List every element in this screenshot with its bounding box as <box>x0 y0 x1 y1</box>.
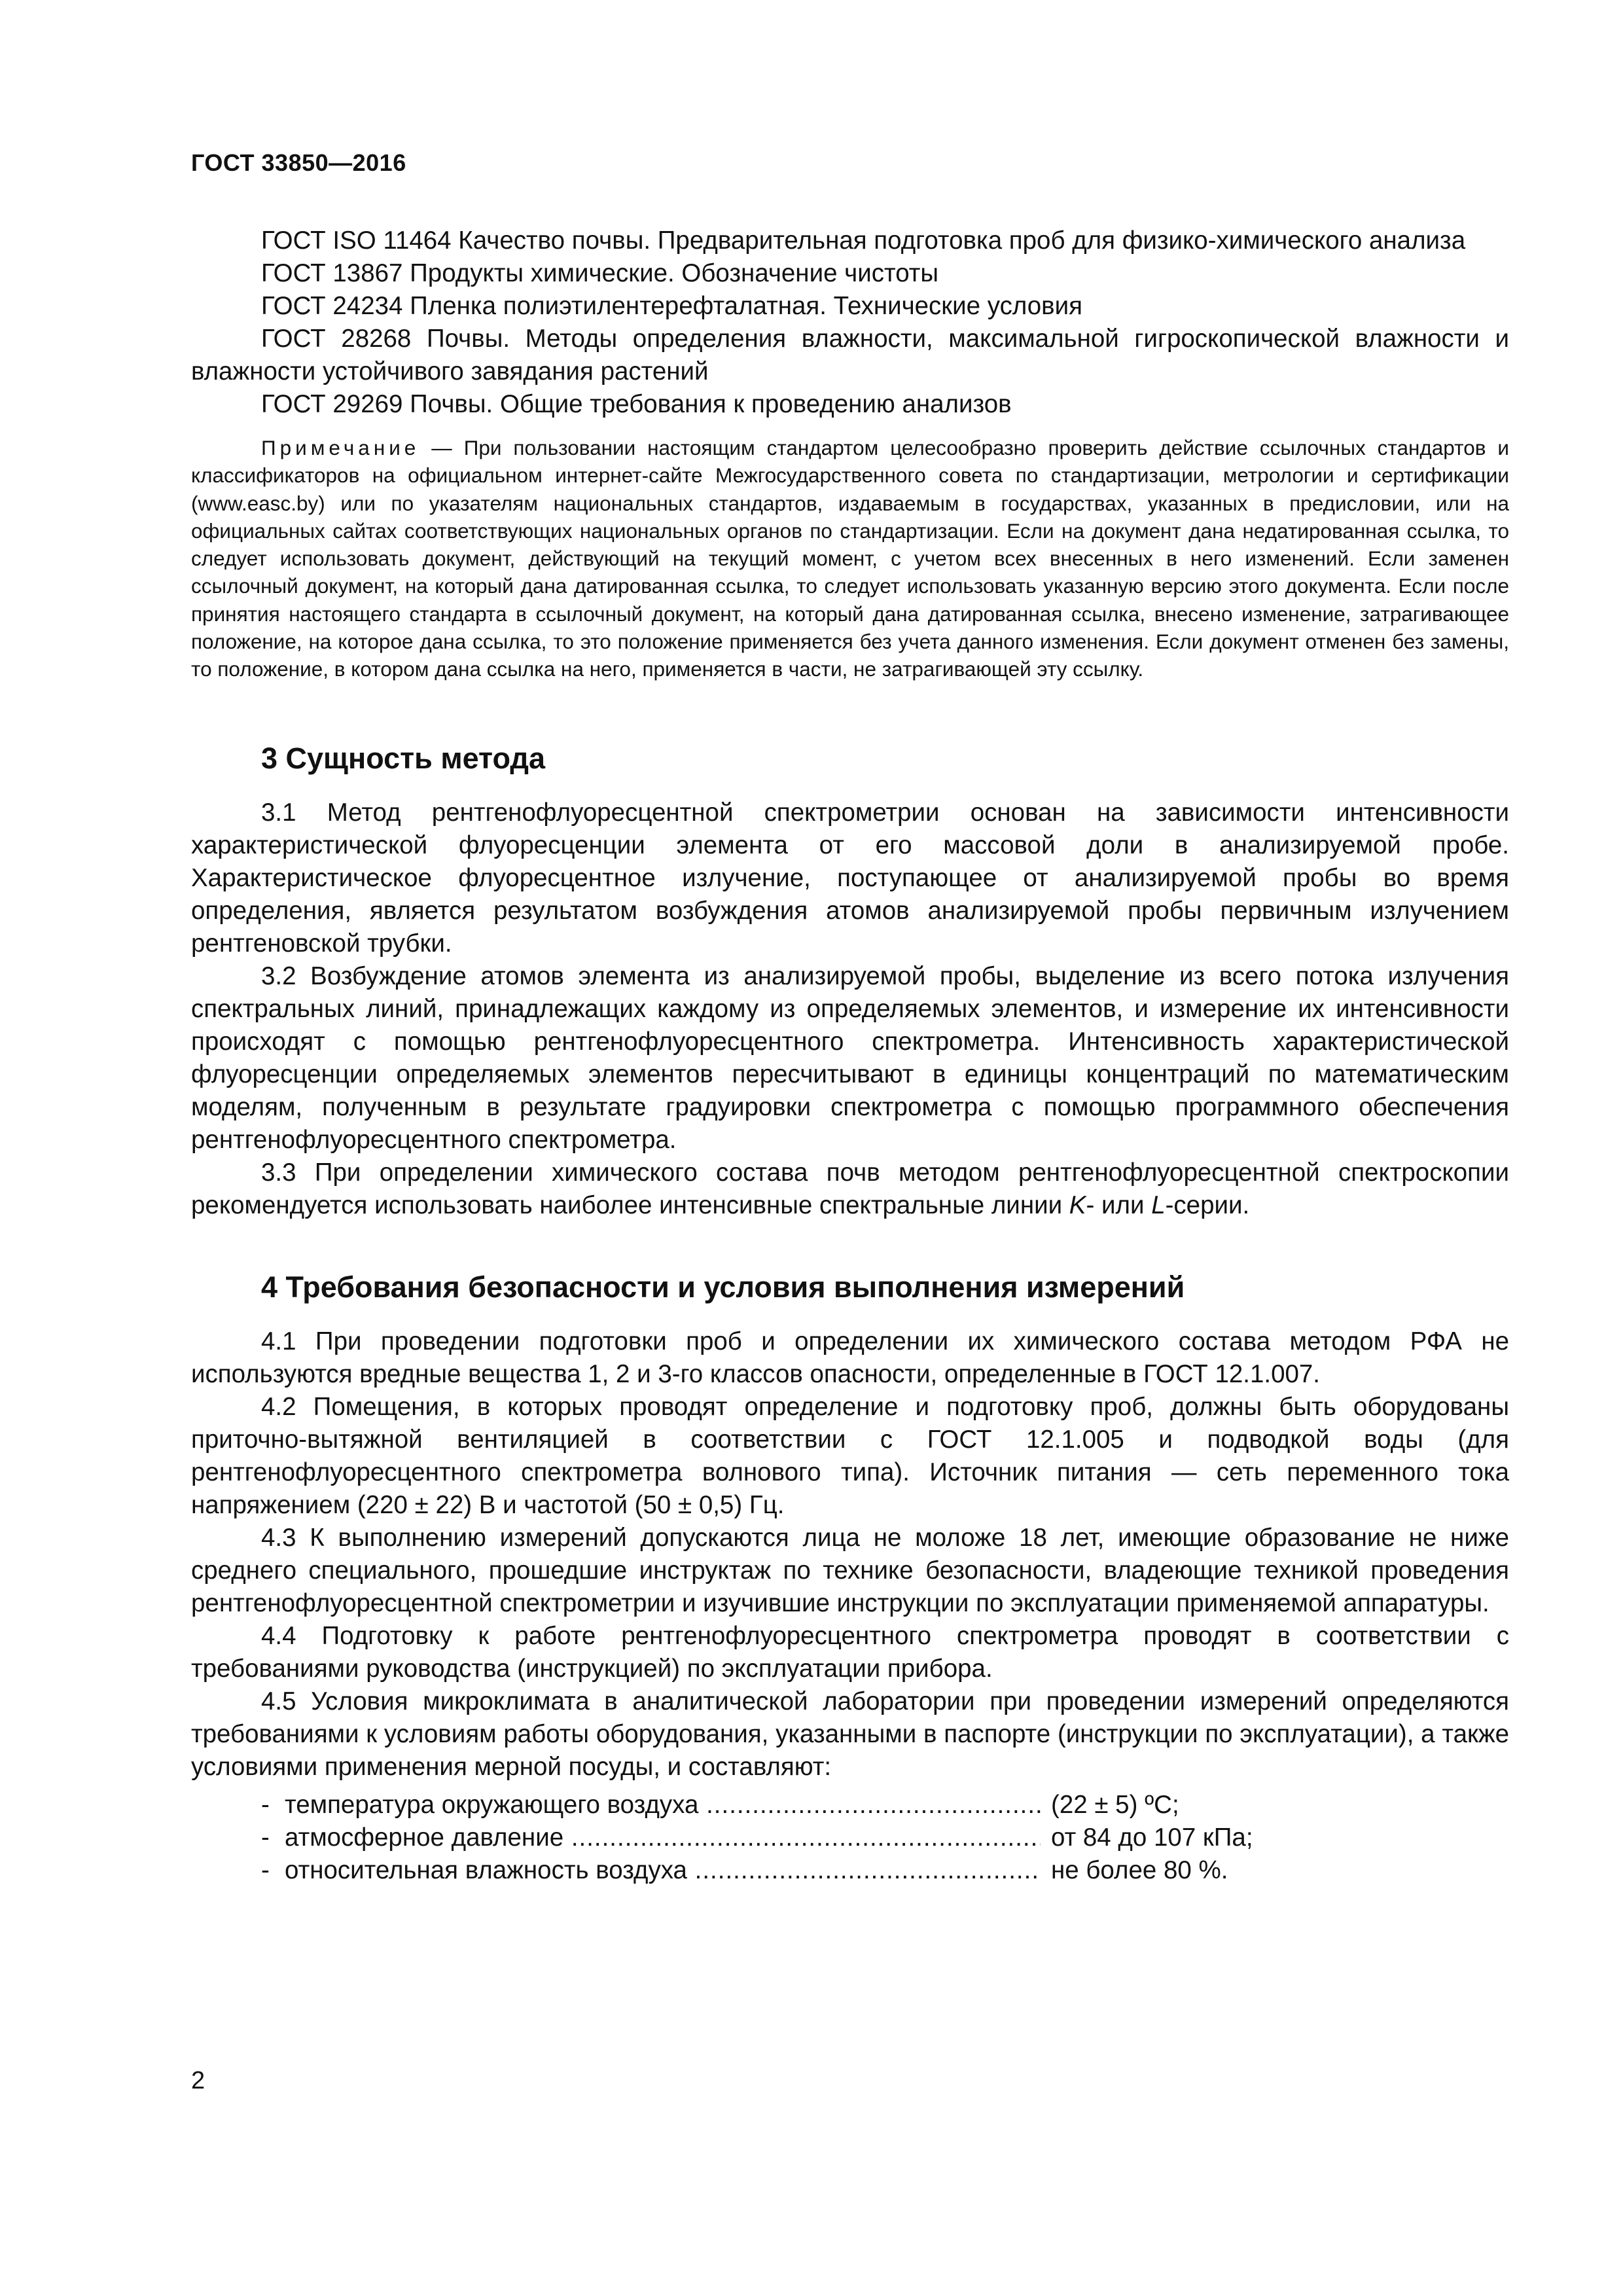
clause-4-2: 4.2 Помещения, в которых проводят определение и подготовку проб, должны быть оборудованы приточно-вытяжной вентиляцией в соответствии с ГОСТ 12.1.005 и подводкой воды (для рентгенофлуоресцентного спектрометра волнового типа). Источник питания — сеть переменного тока напряжением (220 ± 22) В и частотой (50 ± 0,5) Гц. <box>191 1392 1509 1519</box>
clause-3-1: 3.1 Метод рентгенофлуоресцентной спектрометрии основан на зависимости интенсивности характеристической флуоресценции элемента от его массовой доли в анализируемой пробе. Характеристическое флуоресцентное излучение, поступающее от анализируемой пробы во время определения, является результатом возбуждения атомов анализируемой пробы первичным излучением рентгеновской трубки. <box>191 798 1509 958</box>
clause-3-3-text-a: 3.3 При определении химического состава почв методом рентгенофлуоресцентной спектроскопии рекомендуется использовать наиболее интенсивные спектральные линии <box>191 1158 1509 1219</box>
reference-item: ГОСТ 29269 Почвы. Общие требования к проведению анализов <box>261 390 1012 418</box>
k-series-label: K <box>1069 1191 1086 1219</box>
reference-item: ГОСТ 24234 Пленка полиэтилентерефталатная. Технические условия <box>261 292 1082 320</box>
list-dash: - <box>261 1856 270 1884</box>
condition-value: не более 80 %. <box>1051 1856 1228 1884</box>
document-body <box>191 224 1509 1887</box>
clause-3-2: 3.2 Возбуждение атомов элемента из анализируемой пробы, выделение из всего потока излучения спектральных линий, принадлежащих каждому из определяемых элементов, и измерение их интенсивности происходят с помощью рентгенофлуоресцентного спектрометра. Интенсивность характеристической флуоресценции определяемых элементов пересчитывают в единицы концентраций по математическим моделям, полученным в результате градуировки спектрометра с помощью программного обеспечения рентгенофлуоресцентного спектрометра. <box>191 961 1509 1154</box>
note-paragraph <box>191 434 1509 683</box>
clause-3-3-text-b: - или <box>1086 1191 1152 1219</box>
condition-value: от 84 до 107 кПа; <box>1051 1823 1253 1852</box>
condition-label: атмосферное давление ..... <box>285 1821 1041 1854</box>
clause-4-3: 4.3 К выполнению измерений допускаются лица не моложе 18 лет, имеющие образование не ниже среднего специального, прошедшие инструктаж по технике безопасности, владеющие техникой проведения рентгенофлуоресцентной спектрометрии и изучившие инструкции по эксплуатации применяемой аппаратуры. <box>191 1523 1509 1617</box>
condition-label: относительная влажность воздуха ..... <box>285 1854 1041 1887</box>
normative-references <box>191 224 1509 421</box>
clause-4-4: 4.4 Подготовку к работе рентгенофлуоресцентного спектрометра проводят в соответствии с требованиями руководства (инструкцией) по эксплуатации прибора. <box>191 1621 1509 1683</box>
microclimate-conditions-list <box>261 1789 1509 1887</box>
l-series-label: L <box>1151 1191 1166 1219</box>
reference-item: ГОСТ 28268 Почвы. Методы определения влажности, максимальной гигроскопической влажности и влажности устойчивого завядания растений <box>191 325 1509 386</box>
clause-3-3-text-c: -серии. <box>1165 1191 1250 1219</box>
condition-value: (22 ± 5) ºС; <box>1051 1790 1179 1819</box>
reference-item: ГОСТ ISO 11464 Качество почвы. Предварительная подготовка проб для физико-химического анализа <box>261 226 1466 255</box>
note-label: Примечание <box>261 436 420 459</box>
section-3-heading: 3 Сущность метода <box>261 741 545 775</box>
condition-item <box>261 1854 1509 1887</box>
condition-label: температура окружающего воздуха ..... <box>285 1789 1041 1821</box>
page-number: 2 <box>191 2067 205 2094</box>
clause-3-3 <box>191 1157 1509 1222</box>
note-text: — При пользовании настоящим стандартом целесообразно проверить действие ссылочных стандартов и классификаторов на официальном интернет-сайте Межгосударственного совета по стандартизации, метрологии и сертификации (www.easc.by) или по указателям национальных стандартов, издаваемым в государствах, указанных в предисловии, или на официальных сайтах соответствующих национальных органов по стандартизации. Если на документ дана недатированная ссылка, то следует использовать документ, действующий на текущий момент, с учетом всех внесенных в него изменений. Если заменен ссылочный документ, на который дана датированная ссылка, то следует использовать указанную версию этого документа. Если после принятия настоящего стандарта в ссылочный документ, на который дана датированная ссылка, внесено изменение, затрагивающее положение, на которое дана ссылка, то это положение применяется без учета данного изменения. Если документ отменен без замены, то положение, в котором дана ссылка на него, применяется в части, не затрагивающей эту ссылку. <box>191 436 1509 681</box>
reference-item: ГОСТ 13867 Продукты химические. Обозначение чистоты <box>261 259 939 287</box>
clause-4-5: 4.5 Условия микроклимата в аналитической лаборатории при проведении измерений определяются требованиями к условиям работы оборудования, указанными в паспорте (инструкции по эксплуатации), а также условиями применения мерной посуды, и составляют: <box>191 1687 1509 1781</box>
list-dash: - <box>261 1823 270 1852</box>
condition-item <box>261 1789 1509 1821</box>
clause-4-1: 4.1 При проведении подготовки проб и определении их химического состава методом РФА не используются вредные вещества 1, 2 и 3-го классов опасности, определенные в ГОСТ 12.1.007. <box>191 1327 1509 1388</box>
list-dash: - <box>261 1790 270 1819</box>
section-4-heading: 4 Требования безопасности и условия выполнения измерений <box>261 1270 1185 1304</box>
condition-item <box>261 1821 1509 1854</box>
document-id-header: ГОСТ 33850—2016 <box>191 149 406 176</box>
